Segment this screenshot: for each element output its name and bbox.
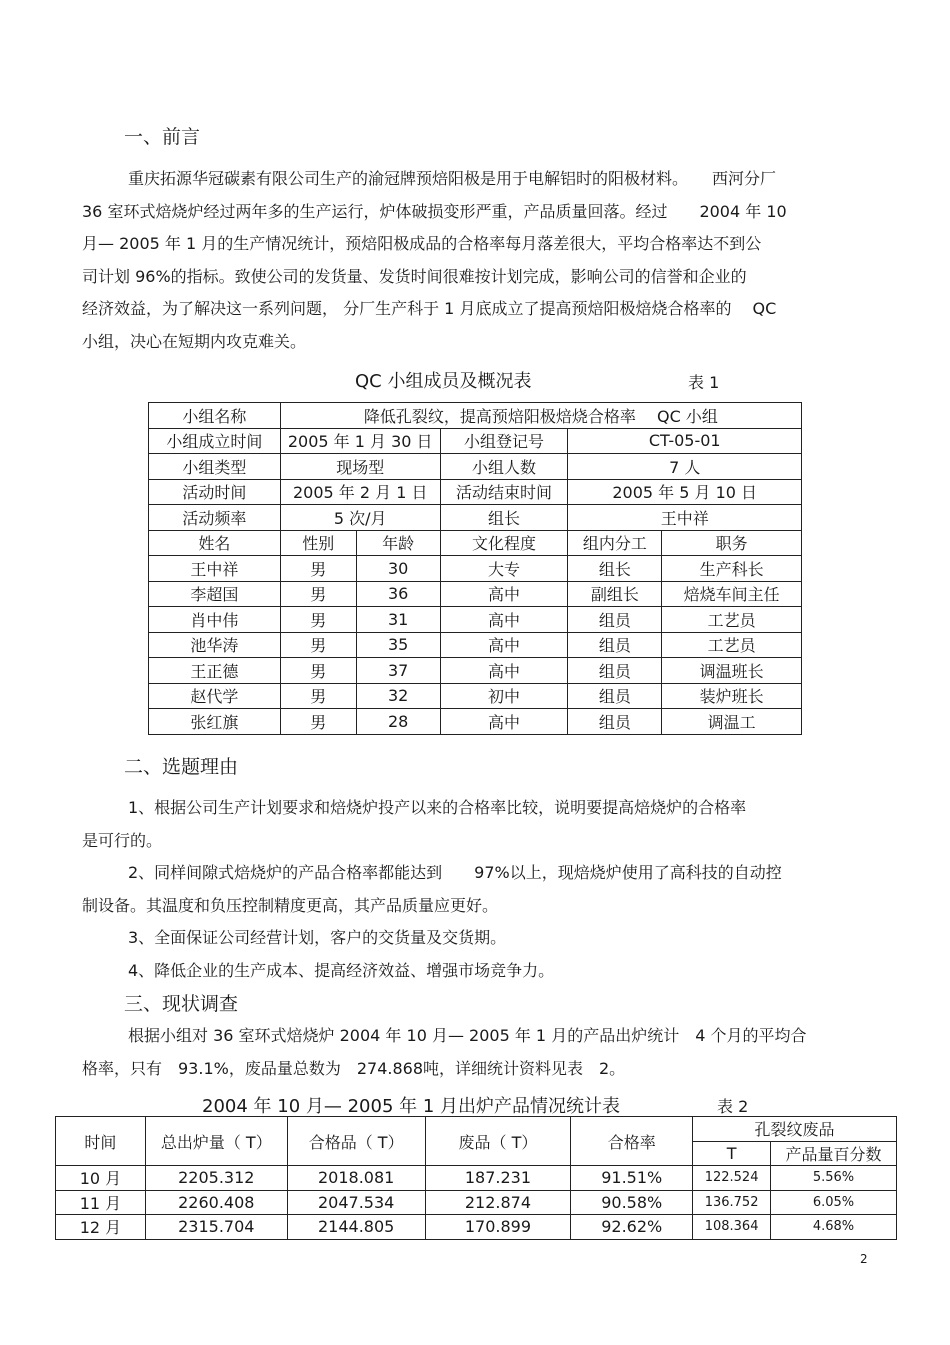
table-row (149, 556, 802, 582)
table-cell: 装炉班长 (662, 683, 802, 709)
table-cell: 187.231 (425, 1166, 571, 1191)
table-cell: 6.05% (771, 1190, 897, 1215)
table-cell: 4.68% (771, 1215, 897, 1240)
table-cell: 高中 (440, 632, 568, 658)
paragraph-line: 4、降低企业的生产成本、提高经济效益、增强市场竞争力。 (128, 960, 555, 980)
table-cell: 28 (356, 709, 440, 735)
table-row (149, 581, 802, 607)
table-cell: 32 (356, 683, 440, 709)
paragraph-line: 2、同样间隙式焙烧炉的产品合格率都能达到 97%以上，现焙烧炉使用了高科技的自动控 (128, 863, 782, 882)
production-stats-table (55, 1116, 897, 1240)
column-header: 废品（ T） (425, 1117, 571, 1166)
table-cell: 小组登记号 (440, 428, 568, 454)
table1-caption: QC 小组成员及概况表 (355, 371, 532, 392)
paragraph-line: 小组，决心在短期内攻克难关。 (82, 331, 307, 351)
column-header: 文化程度 (440, 530, 568, 556)
table-cell: 调温班长 (662, 658, 802, 684)
survey-paragraph (82, 1020, 872, 1085)
table-cell: 组员 (568, 658, 662, 684)
table-cell: 36 (356, 581, 440, 607)
table-cell: 生产科长 (662, 556, 802, 582)
table-cell: 李超国 (149, 581, 281, 607)
preface-paragraph (82, 163, 872, 358)
table-row (149, 658, 802, 684)
table-cell: 2205.312 (145, 1166, 287, 1191)
table-cell: 高中 (440, 607, 568, 633)
table-cell: 92.62% (571, 1215, 693, 1240)
table-row (149, 454, 802, 480)
table-cell: 现场型 (280, 454, 440, 480)
table-cell: 5 次/月 (280, 505, 440, 531)
table-cell: 大专 (440, 556, 568, 582)
table-cell: 肖中伟 (149, 607, 281, 633)
table-cell: 高中 (440, 581, 568, 607)
paragraph-line: 36 室环式焙烧炉经过两年多的生产运行，炉体破损变形严重，产品质量回落。经过 2004 年 10 (82, 201, 787, 221)
table-row (149, 683, 802, 709)
column-header: 合格率 (571, 1117, 693, 1166)
table-cell: 35 (356, 632, 440, 658)
table-row (56, 1166, 897, 1191)
table-row (149, 428, 802, 454)
table-cell: 池华涛 (149, 632, 281, 658)
paragraph-line: 3、全面保证公司经营计划，客户的交货量及交货期。 (128, 928, 507, 947)
table-cell: 高中 (440, 658, 568, 684)
table-cell: 2144.805 (287, 1215, 425, 1240)
table2-caption: 2004 年 10 月— 2005 年 1 月出炉产品情况统计表 (202, 1096, 621, 1117)
table-cell: 2260.408 (145, 1190, 287, 1215)
table-cell: 小组人数 (440, 454, 568, 480)
table-cell: 组员 (568, 683, 662, 709)
table-cell: 122.524 (693, 1166, 771, 1191)
table-cell: 王中祥 (568, 505, 802, 531)
table-cell: 焙烧车间主任 (662, 581, 802, 607)
table-row (149, 607, 802, 633)
table-cell: 男 (280, 581, 356, 607)
column-header: 职务 (662, 530, 802, 556)
table-cell: 小组成立时间 (149, 428, 281, 454)
column-header: 姓名 (149, 530, 281, 556)
paragraph-line: 1、根据公司生产计划要求和焙烧炉投产以来的合格率比较，说明要提高焙烧炉的合格率 (128, 798, 747, 817)
column-header: 总出炉量（ T） (145, 1117, 287, 1166)
table-cell: 108.364 (693, 1215, 771, 1240)
table-cell: 活动频率 (149, 505, 281, 531)
column-header: 性别 (280, 530, 356, 556)
table-cell: 工艺员 (662, 632, 802, 658)
table-cell: 调温工 (662, 709, 802, 735)
table-cell: 212.874 (425, 1190, 571, 1215)
table-cell: 2018.081 (287, 1166, 425, 1191)
table-cell: 工艺员 (662, 607, 802, 633)
table-cell: 男 (280, 556, 356, 582)
table-cell: 赵代学 (149, 683, 281, 709)
table-cell: 7 人 (568, 454, 802, 480)
table-cell: 31 (356, 607, 440, 633)
paragraph-line: 制设备。其温度和负压控制精度更高，其产品质量应更好。 (82, 895, 499, 915)
table-row (56, 1215, 897, 1240)
table-row (149, 709, 802, 735)
table-cell: 男 (280, 658, 356, 684)
table-cell: 2005 年 5 月 10 日 (568, 479, 802, 505)
table-cell: 男 (280, 607, 356, 633)
table-cell: 王正德 (149, 658, 281, 684)
table-row (149, 505, 802, 531)
table-cell: 11 月 (56, 1190, 146, 1215)
table-cell: 活动结束时间 (440, 479, 568, 505)
reasons-paragraph (82, 792, 872, 987)
table-cell: 男 (280, 709, 356, 735)
table-cell: 2315.704 (145, 1215, 287, 1240)
table-cell: 170.899 (425, 1215, 571, 1240)
table-cell: 小组名称 (149, 403, 281, 429)
table-header-row (149, 530, 802, 556)
table-cell: 王中祥 (149, 556, 281, 582)
table-row (149, 403, 802, 429)
paragraph-line: 根据小组对 36 室环式焙烧炉 2004 年 10 月— 2005 年 1 月的产品出炉统计 4 个月的平均合 (128, 1026, 807, 1045)
paragraph-line: 月— 2005 年 1 月的生产情况统计，预焙阳极成品的合格率每月落差很大，平均合格率达不到公 (82, 234, 762, 253)
paragraph-line: 重庆拓源华冠碳素有限公司生产的渝冠牌预焙阳极是用于电解铝时的阳极材料。 西河分厂 (128, 169, 777, 188)
column-header: 时间 (56, 1117, 146, 1166)
paragraph-line: 是可行的。 (82, 830, 163, 850)
paragraph-line: 格率，只有 93.1%，废品量总数为 274.868吨，详细统计资料见表 2。 (82, 1058, 626, 1078)
table-cell: 2047.534 (287, 1190, 425, 1215)
column-header: T (693, 1141, 771, 1166)
table-cell: 12 月 (56, 1215, 146, 1240)
table-cell: 高中 (440, 709, 568, 735)
column-header: 组内分工 (568, 530, 662, 556)
table-cell: 副组长 (568, 581, 662, 607)
table-cell: 张红旗 (149, 709, 281, 735)
page-number: 2 (860, 1252, 868, 1266)
table-cell: 37 (356, 658, 440, 684)
table1-number: 表 1 (688, 373, 720, 392)
table-cell: 组员 (568, 632, 662, 658)
section-heading-preface: 一、前言 (124, 126, 201, 148)
table-cell: 活动时间 (149, 479, 281, 505)
table-cell: 组员 (568, 709, 662, 735)
section-heading-topic-reasons: 二、选题理由 (124, 756, 239, 778)
table-cell: 91.51% (571, 1166, 693, 1191)
column-header: 合格品（ T） (287, 1117, 425, 1166)
table-cell: 组长 (568, 556, 662, 582)
column-header: 孔裂纹废品 (693, 1117, 897, 1142)
table-cell: 10 月 (56, 1166, 146, 1191)
table-cell: 小组类型 (149, 454, 281, 480)
table-row (149, 479, 802, 505)
paragraph-line: 司计划 96%的指标。致使公司的发货量、发货时间很难按计划完成，影响公司的信誉和企业的 (82, 266, 747, 286)
section-heading-status-survey: 三、现状调查 (124, 993, 239, 1015)
table-row (56, 1190, 897, 1215)
table2-number: 表 2 (717, 1097, 749, 1116)
table-cell: 5.56% (771, 1166, 897, 1191)
table-cell: 组长 (440, 505, 568, 531)
table-cell: CT-05-01 (568, 428, 802, 454)
table-cell: 降低孔裂纹，提高预焙阳极焙烧合格率 QC 小组 (280, 403, 801, 429)
column-header: 产品量百分数 (771, 1141, 897, 1166)
table-cell: 男 (280, 683, 356, 709)
table-cell: 136.752 (693, 1190, 771, 1215)
table-row (149, 632, 802, 658)
table-cell: 初中 (440, 683, 568, 709)
table-header-row (56, 1117, 897, 1142)
table-cell: 2005 年 2 月 1 日 (280, 479, 440, 505)
qc-group-table (148, 402, 802, 735)
table-cell: 男 (280, 632, 356, 658)
table-cell: 2005 年 1 月 30 日 (280, 428, 440, 454)
table-cell: 30 (356, 556, 440, 582)
paragraph-line: 经济效益，为了解决这一系列问题， 分厂生产科于 1 月底成立了提高预焙阳极焙烧合格率的 QC (82, 299, 777, 318)
column-header: 年龄 (356, 530, 440, 556)
table-cell: 组员 (568, 607, 662, 633)
table-cell: 90.58% (571, 1190, 693, 1215)
